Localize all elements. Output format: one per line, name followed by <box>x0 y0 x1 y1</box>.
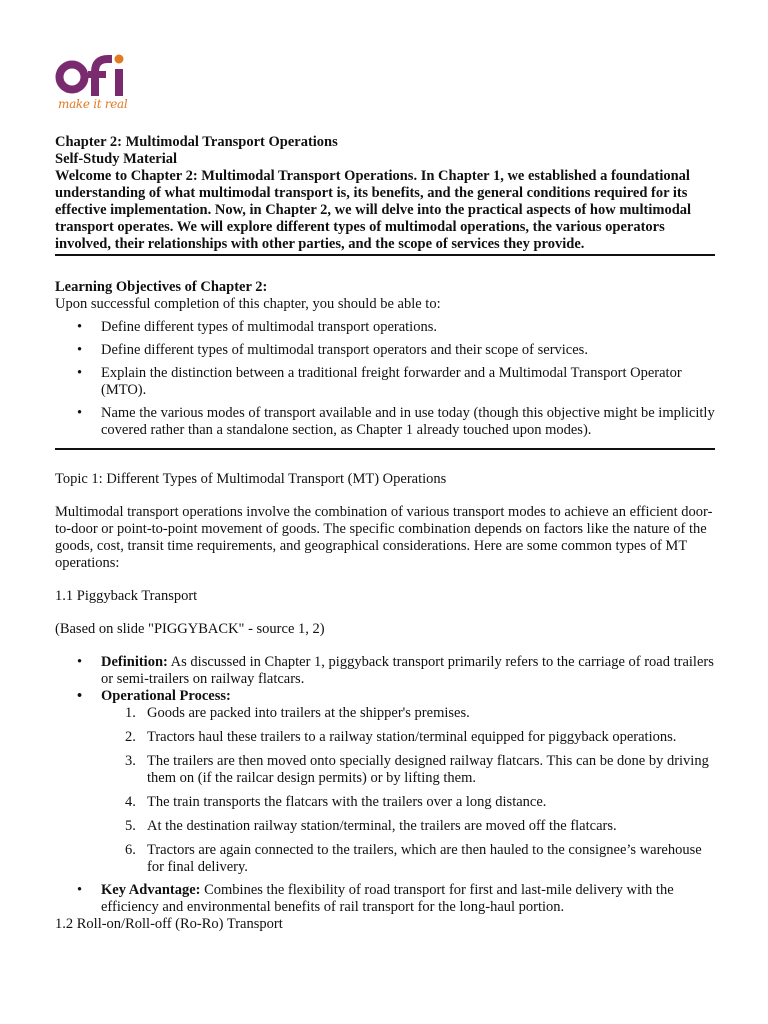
objective-item: • Name the various modes of transport available and in use today (though this objective might be implicitly covered rather than a standalone section, as Chapter 1 already touched upon modes). <box>55 405 715 439</box>
advantage-text: Combines the flexibility of road transport for first and last-mile delivery with the efficiency and environmental benefits of rail transport for the long-haul portion. <box>101 882 674 915</box>
definition-text: As discussed in Chapter 1, piggyback transport primarily refers to the carriage of road trailers or semi-trailers on railway flatcars. <box>101 654 714 687</box>
logo-tagline: make it real <box>58 97 128 111</box>
objective-item: • Explain the distinction between a traditional freight forwarder and a Multimodal Transport Operator (MTO). <box>55 365 715 399</box>
process-step: 1. Goods are packed into trailers at the shipper's premises. <box>125 705 470 721</box>
piggyback-list <box>55 654 715 916</box>
document-body <box>55 134 715 933</box>
advantage-item <box>55 882 715 916</box>
topic-paragraph: Multimodal transport operations involve the combination of various transport modes to achieve an efficient door-to-door or point-to-point movement of goods. The specific combination depends on factors like the nature of the goods, cost, transit time requirements, and geographical considerations. Here are some common types of MT operations: <box>55 504 713 571</box>
process-label: • Operational Process: <box>55 688 715 705</box>
chapter-title: Chapter 2: Multimodal Transport Operations <box>55 134 338 150</box>
process-step: 3. The trailers are then moved onto specially designed railway flatcars. This can be done by driving them on (if the railcar design permits) or by lifting them. <box>125 753 709 786</box>
process-step: 4. The train transports the flatcars with the trailers over a long distance. <box>125 794 547 810</box>
topic-heading: Topic 1: Different Types of Multimodal Transport (MT) Operations <box>55 471 447 487</box>
ofi-logo <box>55 52 135 122</box>
divider <box>55 448 715 450</box>
objective-item: • Define different types of multimodal transport operators and their scope of services. <box>55 342 715 359</box>
objectives-lead: Upon successful completion of this chapter, you should be able to: <box>55 296 441 312</box>
process-steps <box>55 705 715 876</box>
divider <box>55 254 715 256</box>
definition-label: Definition: <box>101 654 168 670</box>
objectives-list <box>55 319 715 439</box>
objectives-heading: Learning Objectives of Chapter 2: <box>55 279 268 295</box>
section-heading: 1.2 Roll-on/Roll-off (Ro-Ro) Transport <box>55 916 283 932</box>
definition-item <box>55 654 715 688</box>
intro-paragraph: Welcome to Chapter 2: Multimodal Transport Operations. In Chapter 1, we established a foundational understanding of what multimodal transport is, its benefits, and the general conditions required for its effective implementation. Now, in Chapter 2, we will delve into the practical aspects of how multimodal transport operates. We will explore different types of multimodal operations, the various operators involved, their relationships with other parties, and the scope of services they provide. <box>55 168 692 252</box>
source-note: (Based on slide "PIGGYBACK" - source 1, 2) <box>55 621 325 637</box>
process-step: 5. At the destination railway station/terminal, the trailers are moved off the flatcars. <box>125 818 617 834</box>
subtitle: Self-Study Material <box>55 151 178 167</box>
objective-item: • Define different types of multimodal transport operations. <box>55 319 715 336</box>
section-heading: 1.1 Piggyback Transport <box>55 588 198 604</box>
ofi-logo-mark <box>55 52 135 98</box>
process-step: 2. Tractors haul these trailers to a railway station/terminal equipped for piggyback operations. <box>125 729 677 745</box>
advantage-label: Key Advantage: <box>101 882 201 898</box>
process-step: 6. Tractors are again connected to the trailers, which are then hauled to the consignee’s warehouse for final delivery. <box>125 842 702 875</box>
